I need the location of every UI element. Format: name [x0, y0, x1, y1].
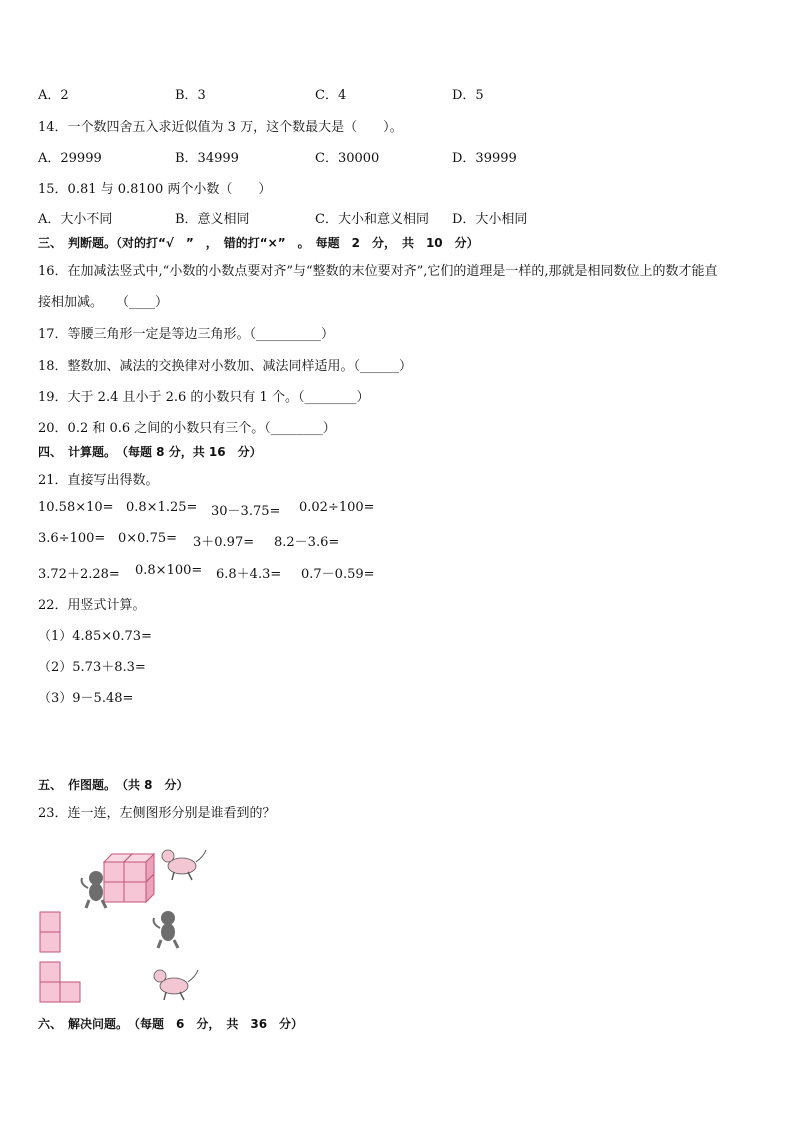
- question-21: 21．直接写出得数。: [38, 473, 159, 488]
- calc-item: 0.7－0.59=: [301, 567, 375, 582]
- q22-item-1: （1）4.85×0.73=: [38, 629, 152, 644]
- option[interactable]: A．2: [38, 88, 69, 103]
- question-23: 23．连一连，左侧图形分别是谁看到的？: [38, 806, 276, 821]
- figure-svg: [30, 830, 230, 1010]
- section-4-heading: 四、 计算题。 （每题 8 分，共 16 分）: [38, 445, 262, 459]
- calc-item: 0.8×1.25=: [126, 500, 198, 515]
- question-22: 22．用竖式计算。: [38, 598, 146, 613]
- option[interactable]: C．大小和意义相同: [315, 212, 429, 227]
- option[interactable]: D．39999: [452, 151, 517, 166]
- section-5-heading: 五、 作图题。 （共 8 分）: [38, 778, 189, 792]
- calc-item: 3.72＋2.28=: [38, 567, 120, 582]
- question-16-line2: 接相加减。 （____）: [38, 295, 169, 310]
- calc-item: 6.8＋4.3=: [216, 567, 282, 582]
- dog-icon: [154, 970, 198, 1000]
- dog-icon: [162, 850, 206, 880]
- option[interactable]: D．大小相同: [452, 212, 528, 227]
- section-3-heading: 三、 判断题。（对的打“√ ” ， 错的打“×” 。 每题 2 分， 共 10 分）: [38, 236, 479, 250]
- calc-item: 0.8×100=: [135, 563, 203, 578]
- question-17: 17．等腰三角形一定是等边三角形。（__________）: [38, 327, 335, 342]
- option[interactable]: B．意义相同: [175, 212, 250, 227]
- section-6-heading: 六、 解决问题。 （每题 6 分， 共 36 分）: [38, 1017, 304, 1031]
- calc-item: 8.2－3.6=: [274, 535, 340, 550]
- cube-stack: [104, 854, 154, 902]
- calc-item: 3＋0.97=: [193, 535, 255, 550]
- question-15: 15．0.81 与 0.8100 两个小数（ ）: [38, 182, 272, 197]
- question-19: 19．大于 2.4 且小于 2.6 的小数只有 1 个。（________）: [38, 390, 370, 405]
- calc-item: 0×0.75=: [118, 531, 178, 546]
- monkey-icon: [154, 911, 178, 948]
- calc-item: 0.02÷100=: [299, 500, 375, 515]
- option[interactable]: B．3: [175, 88, 206, 103]
- q22-item-3: （3）9－5.48=: [38, 691, 134, 706]
- question-18: 18．整数加、减法的交换律对小数加、减法同样适用。（______）: [38, 359, 413, 374]
- matching-figure: [30, 830, 230, 1010]
- question-14: 14．一个数四舍五入求近似值为 3 万，这个数最大是（ ）。: [38, 120, 403, 135]
- q22-item-2: （2）5.73＋8.3=: [38, 660, 146, 675]
- calc-row-1: [38, 500, 438, 518]
- view-two-vertical: [40, 912, 60, 952]
- option[interactable]: C．4: [315, 88, 347, 103]
- option[interactable]: C．30000: [315, 151, 380, 166]
- calc-item: 3.6÷100=: [38, 531, 106, 546]
- q14-options: [38, 147, 598, 165]
- question-20: 20．0.2 和 0.6 之间的小数只有三个。（________）: [38, 421, 336, 436]
- option[interactable]: A．大小不同: [38, 212, 113, 227]
- q15-options: [38, 208, 598, 226]
- calc-item: 30－3.75=: [211, 504, 281, 519]
- calc-item: 10.58×10=: [38, 500, 114, 515]
- calc-row-2: [38, 531, 438, 549]
- question-16-line1: 16．在加减法竖式中,“小数的小数点要对齐”与“整数的末位要对齐”,它们的道理是一样的,那就是相同数位上的数才能直: [38, 264, 718, 279]
- option[interactable]: D．5: [452, 88, 484, 103]
- option[interactable]: B．34999: [175, 151, 239, 166]
- view-l-shape: [40, 962, 80, 1002]
- monkey-icon: [82, 871, 106, 908]
- q13-options: [38, 84, 598, 102]
- calc-row-3: [38, 563, 438, 581]
- option[interactable]: A．29999: [38, 151, 102, 166]
